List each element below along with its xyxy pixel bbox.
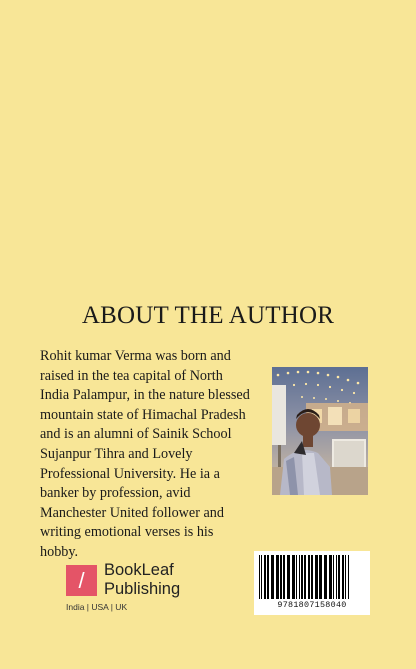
- barcode-stripe: [324, 555, 327, 599]
- barcode-stripe: [338, 555, 340, 599]
- bio-line: banker by profession, avid: [40, 485, 191, 502]
- publisher-name-line2: Publishing: [104, 580, 181, 598]
- isbn-barcode: [254, 551, 370, 615]
- barcode-stripe: [296, 555, 297, 599]
- publisher-logo: [66, 563, 226, 615]
- publisher-name-line1: BookLeaf: [104, 561, 174, 579]
- barcode-stripe: [271, 555, 274, 599]
- barcode-stripe: [329, 555, 332, 599]
- bio-line: mountain state of Himachal Pradesh: [40, 406, 246, 423]
- isbn-number: 9781807158040: [277, 600, 347, 610]
- barcode-stripe: [315, 555, 318, 599]
- barcode-stripe: [311, 555, 313, 599]
- bio-line: and is an alumni of Sainik School: [40, 426, 232, 443]
- barcode-stripe: [308, 555, 310, 599]
- barcode-stripe: [259, 555, 260, 599]
- barcode-stripe: [283, 555, 285, 599]
- bio-line: writing emotional verses is his: [40, 524, 214, 541]
- author-photo: [272, 367, 368, 495]
- bio-line: hobby.: [40, 543, 79, 560]
- barcode-stripe: [348, 555, 349, 599]
- publisher-name: [104, 561, 180, 599]
- barcode-stripe: [345, 555, 346, 599]
- barcode-stripe: [276, 555, 279, 599]
- barcode-stripe: [280, 555, 282, 599]
- bio-line: Rohit kumar Verma was born and: [40, 348, 231, 364]
- author-photo-image: [272, 367, 368, 495]
- barcode-stripe: [342, 555, 344, 599]
- section-heading: ABOUT THE AUTHOR: [81, 302, 335, 329]
- bio-line: Sujanpur Tihra and Lovely: [40, 445, 193, 462]
- barcode-stripe: [261, 555, 262, 599]
- barcode-stripe: [319, 555, 322, 599]
- bio-line: Manchester United follower and: [40, 504, 224, 521]
- barcode-stripe: [292, 555, 295, 599]
- barcode-stripe: [287, 555, 290, 599]
- barcode-stripe: [304, 555, 306, 599]
- author-bio: [40, 347, 272, 563]
- barcode-bars: [258, 555, 366, 599]
- barcode-stripe: [336, 555, 337, 599]
- barcode-stripe: [301, 555, 303, 599]
- barcode-stripe: [333, 555, 334, 599]
- publisher-logo-mark: [66, 565, 97, 596]
- bio-line: Professional University. He ia a: [40, 465, 220, 482]
- barcode-stripe: [264, 555, 266, 599]
- bio-line: raised in the tea capital of North: [40, 367, 223, 384]
- logo-slash-glyph: /: [78, 568, 85, 593]
- bio-line: India Palampur, in the nature blessed: [40, 387, 250, 404]
- publisher-tagline: India | USA | UK: [66, 602, 128, 612]
- barcode-stripe: [299, 555, 300, 599]
- barcode-stripe: [267, 555, 269, 599]
